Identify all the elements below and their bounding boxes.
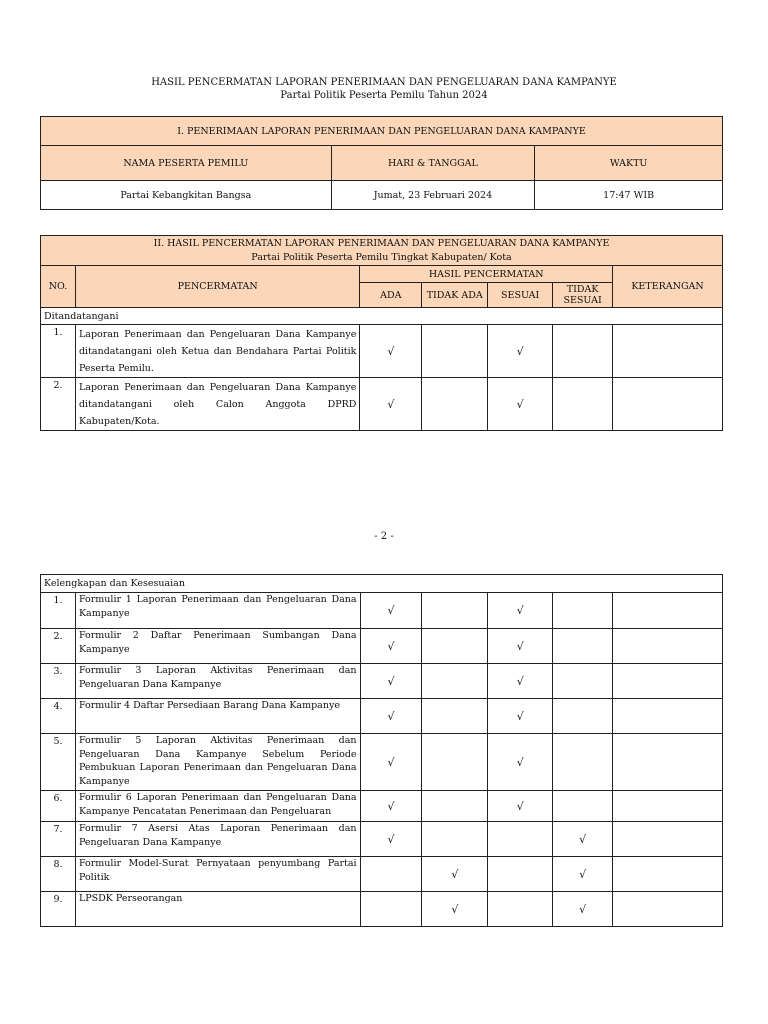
cell-keterangan (613, 734, 723, 791)
row-description: Formulir 2 Daftar Penerimaan Sumbangan Dana Kampanye (75, 629, 360, 664)
row-number: 2. (41, 378, 76, 431)
col-hasil-pencermatan: HASIL PENCERMATAN (360, 266, 613, 283)
row-number: 4. (41, 699, 76, 734)
col-no: NO. (41, 266, 76, 308)
check-tidak-sesuai: √ (553, 857, 613, 892)
row-description: Formulir 6 Laporan Penerimaan dan Pengeluaran Dana Kampanye Pencatatan Penerimaan dan Pengeluaran (75, 791, 360, 822)
document-subtitle: Partai Politik Peserta Pemilu Tahun 2024 (280, 90, 488, 101)
col-nama-peserta: NAMA PESERTA PEMILU (41, 146, 332, 181)
cell-keterangan (613, 699, 723, 734)
check-tidak-sesuai (553, 699, 613, 734)
check-ada (360, 892, 422, 927)
group-label-kelengkapan: Kelengkapan dan Kesesuaian (41, 575, 723, 593)
cell-keterangan (613, 629, 723, 664)
row-description: Formulir 1 Laporan Penerimaan dan Pengeluaran Dana Kampanye (75, 593, 360, 629)
check-sesuai: √ (488, 378, 553, 431)
check-tidak-ada (422, 593, 488, 629)
col-waktu: WAKTU (535, 146, 723, 181)
row-description: Laporan Penerimaan dan Pengeluaran Dana Kampanye ditandatangani oleh Ketua dan Bendahara Partai Politik Peserta Pemilu. (75, 325, 359, 378)
check-tidak-sesuai (553, 791, 613, 822)
check-tidak-ada: √ (422, 857, 488, 892)
row-number: 9. (41, 892, 76, 927)
col-tidak-ada: TIDAK ADA (422, 283, 488, 308)
section2-table (40, 235, 723, 431)
check-tidak-ada (422, 699, 488, 734)
col-tidak-sesuai (553, 283, 613, 308)
check-tidak-sesuai (553, 629, 613, 664)
cell-keterangan (613, 822, 723, 857)
check-tidak-sesuai (553, 664, 613, 699)
group-label-ditandatangani: Ditandatangani (41, 308, 723, 325)
row-number: 7. (41, 822, 76, 857)
row-description: Formulir 7 Asersi Atas Laporan Penerimaan dan Pengeluaran Dana Kampanye (75, 822, 360, 857)
check-tidak-sesuai (553, 378, 613, 431)
row-number: 1. (41, 325, 76, 378)
check-tidak-ada (422, 325, 488, 378)
col-tidak-sesuai-line1: TIDAK (566, 284, 599, 295)
cell-keterangan (613, 378, 723, 431)
check-sesuai (488, 892, 553, 927)
cell-waktu: 17:47 WIB (535, 181, 723, 210)
col-pencermatan: PENCERMATAN (75, 266, 359, 308)
cell-keterangan (613, 857, 723, 892)
check-sesuai: √ (488, 734, 553, 791)
table-row (41, 325, 723, 378)
col-tidak-sesuai-line2: SESUAI (563, 295, 602, 306)
section1-header: I. PENERIMAAN LAPORAN PENERIMAAN DAN PENGELUARAN DANA KAMPANYE (41, 117, 723, 146)
cell-keterangan (613, 325, 723, 378)
check-sesuai: √ (488, 791, 553, 822)
cell-hari-tanggal: Jumat, 23 Februari 2024 (331, 181, 535, 210)
check-tidak-sesuai (553, 325, 613, 378)
cell-keterangan (613, 791, 723, 822)
table-row (41, 629, 723, 664)
col-hari-tanggal: HARI & TANGGAL (331, 146, 535, 181)
check-tidak-sesuai: √ (553, 822, 613, 857)
check-tidak-ada (422, 791, 488, 822)
check-tidak-ada (422, 629, 488, 664)
section3-table (40, 574, 723, 927)
row-number: 1. (41, 593, 76, 629)
check-tidak-ada (422, 822, 488, 857)
check-sesuai (488, 822, 553, 857)
check-ada: √ (360, 378, 422, 431)
check-ada (360, 857, 422, 892)
check-tidak-ada: √ (422, 892, 488, 927)
page-number: - 2 - (374, 531, 394, 542)
check-ada: √ (360, 734, 422, 791)
row-number: 3. (41, 664, 76, 699)
section3-rows (41, 593, 723, 927)
table-row (41, 699, 723, 734)
section1-table (40, 116, 723, 210)
check-sesuai: √ (488, 629, 553, 664)
table-row (41, 791, 723, 822)
check-ada: √ (360, 699, 422, 734)
row-description: Formulir Model-Surat Pernyataan penyumbang Partai Politik (75, 857, 360, 892)
row-description: LPSDK Perseorangan (75, 892, 360, 927)
col-sesuai: SESUAI (488, 283, 553, 308)
section2-subheader: Partai Politik Peserta Pemilu Tingkat Kabupaten/ Kota (41, 251, 723, 266)
check-ada: √ (360, 791, 422, 822)
check-ada: √ (360, 822, 422, 857)
check-ada: √ (360, 325, 422, 378)
table-row (41, 822, 723, 857)
section2-header: II. HASIL PENCERMATAN LAPORAN PENERIMAAN DAN PENGELUARAN DANA KAMPANYE (41, 236, 723, 251)
check-tidak-ada (422, 664, 488, 699)
cell-keterangan (613, 593, 723, 629)
row-description: Formulir 4 Daftar Persediaan Barang Dana Kampanye (75, 699, 360, 734)
check-sesuai: √ (488, 325, 553, 378)
check-tidak-sesuai: √ (553, 892, 613, 927)
section2-rows (41, 325, 723, 431)
col-ada: ADA (360, 283, 422, 308)
check-tidak-sesuai (553, 593, 613, 629)
table-row (41, 593, 723, 629)
row-description: Formulir 5 Laporan Aktivitas Penerimaan dan Pengeluaran Dana Kampanye Sebelum Periode Pembukuan Laporan Penerimaan dan Pengeluaran Dana Kampanye (75, 734, 360, 791)
col-keterangan: KETERANGAN (613, 266, 723, 308)
check-sesuai (488, 857, 553, 892)
cell-keterangan (613, 892, 723, 927)
check-tidak-ada (422, 734, 488, 791)
check-ada: √ (360, 664, 422, 699)
row-description: Laporan Penerimaan dan Pengeluaran Dana Kampanye ditandatangani oleh Calon Anggota DPRD Kabupaten/Kota. (75, 378, 359, 431)
document-title: HASIL PENCERMATAN LAPORAN PENERIMAAN DAN PENGELUARAN DANA KAMPANYE (151, 77, 617, 88)
check-sesuai: √ (488, 664, 553, 699)
row-number: 5. (41, 734, 76, 791)
table-row (41, 892, 723, 927)
table-row (41, 664, 723, 699)
row-number: 8. (41, 857, 76, 892)
table-row (41, 857, 723, 892)
check-tidak-sesuai (553, 734, 613, 791)
check-ada: √ (360, 593, 422, 629)
row-number: 6. (41, 791, 76, 822)
table-row (41, 734, 723, 791)
row-number: 2. (41, 629, 76, 664)
cell-keterangan (613, 664, 723, 699)
check-sesuai: √ (488, 699, 553, 734)
check-sesuai: √ (488, 593, 553, 629)
row-description: Formulir 3 Laporan Aktivitas Penerimaan dan Pengeluaran Dana Kampanye (75, 664, 360, 699)
cell-nama-peserta: Partai Kebangkitan Bangsa (41, 181, 332, 210)
table-row (41, 378, 723, 431)
check-ada: √ (360, 629, 422, 664)
check-tidak-ada (422, 378, 488, 431)
